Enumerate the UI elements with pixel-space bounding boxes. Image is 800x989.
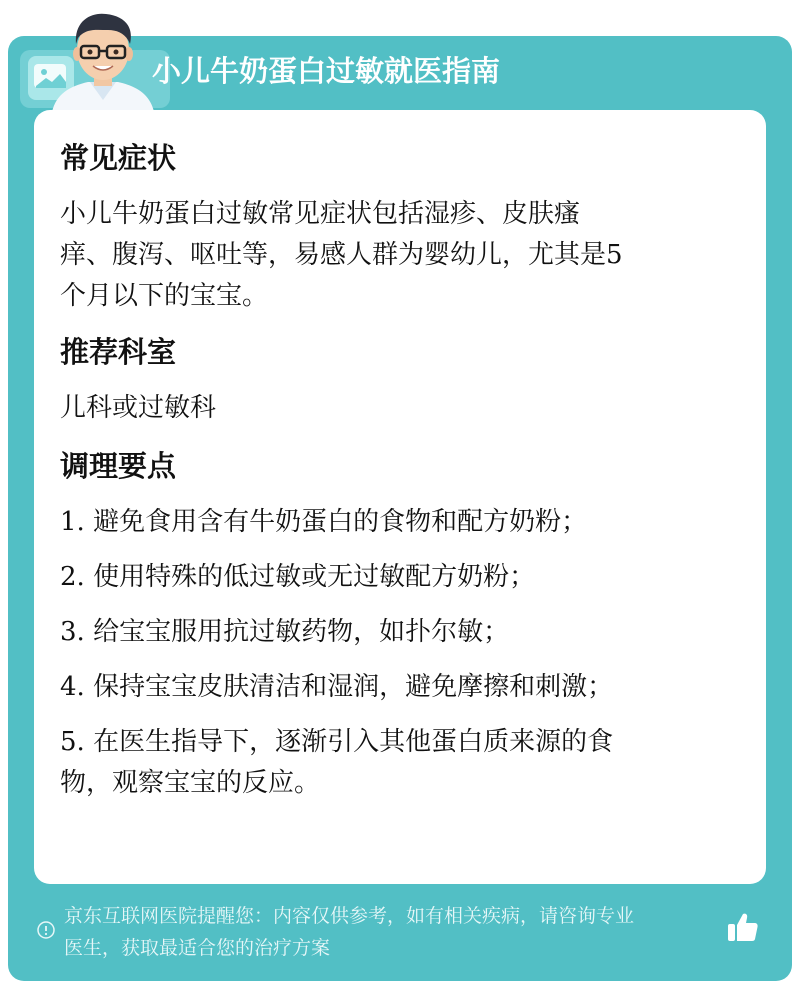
thumbs-up-icon[interactable]	[726, 910, 760, 944]
list-item-number: 5.	[60, 727, 85, 757]
disclaimer	[34, 900, 734, 964]
list-item	[60, 667, 740, 708]
symptoms-text	[60, 194, 740, 317]
list-item-number: 4.	[60, 672, 85, 702]
list-item-text: 在医生指导下，逐渐引入其他蛋白质来源的食	[84, 727, 614, 757]
symptoms-line-3: 个月以下的宝宝。	[60, 281, 269, 311]
list-item	[60, 502, 740, 543]
department-heading: 推荐科室	[60, 335, 177, 369]
care-heading: 调理要点	[60, 449, 177, 483]
list-item-number: 3.	[60, 617, 85, 647]
symptoms-age-number: 5	[606, 240, 623, 270]
list-item-text: 避免食用含有牛奶蛋白的食物和配方奶粉；	[84, 507, 588, 537]
disclaimer-line-2: 医生，获取最适合您的治疗方案	[64, 937, 331, 959]
disclaimer-line-1: 京东互联网医院提醒您：内容仅供参考，如有相关疾病，请咨询专业	[64, 905, 635, 927]
list-item-number: 2.	[60, 562, 85, 592]
page-title: 小儿牛奶蛋白过敏就医指南	[152, 54, 501, 88]
doctor-avatar	[48, 8, 158, 112]
list-item-line-2: 物，观察宝宝的反应。	[60, 768, 321, 798]
content-card	[34, 110, 766, 884]
care-list	[60, 502, 740, 804]
symptoms-line-2-text: 痒、腹泻、呕吐等，易感人群为婴幼儿，尤其是	[60, 240, 607, 270]
list-item	[60, 612, 740, 653]
symptoms-line-1: 小儿牛奶蛋白过敏常见症状包括湿疹、皮肤瘙	[60, 199, 581, 229]
department-text: 儿科或过敏科	[60, 393, 217, 423]
list-item	[60, 557, 740, 598]
list-item-number: 1.	[60, 507, 85, 537]
list-item-text: 给宝宝服用抗过敏药物，如扑尔敏；	[84, 617, 510, 647]
list-item-line-1	[60, 722, 740, 763]
symptoms-heading: 常见症状	[60, 141, 177, 175]
symptoms-line-2	[60, 235, 740, 276]
list-item-text: 使用特殊的低过敏或无过敏配方奶粉；	[84, 562, 536, 592]
list-item-text: 保持宝宝皮肤清洁和湿润，避免摩擦和刺激；	[84, 672, 614, 702]
list-item	[60, 722, 740, 804]
